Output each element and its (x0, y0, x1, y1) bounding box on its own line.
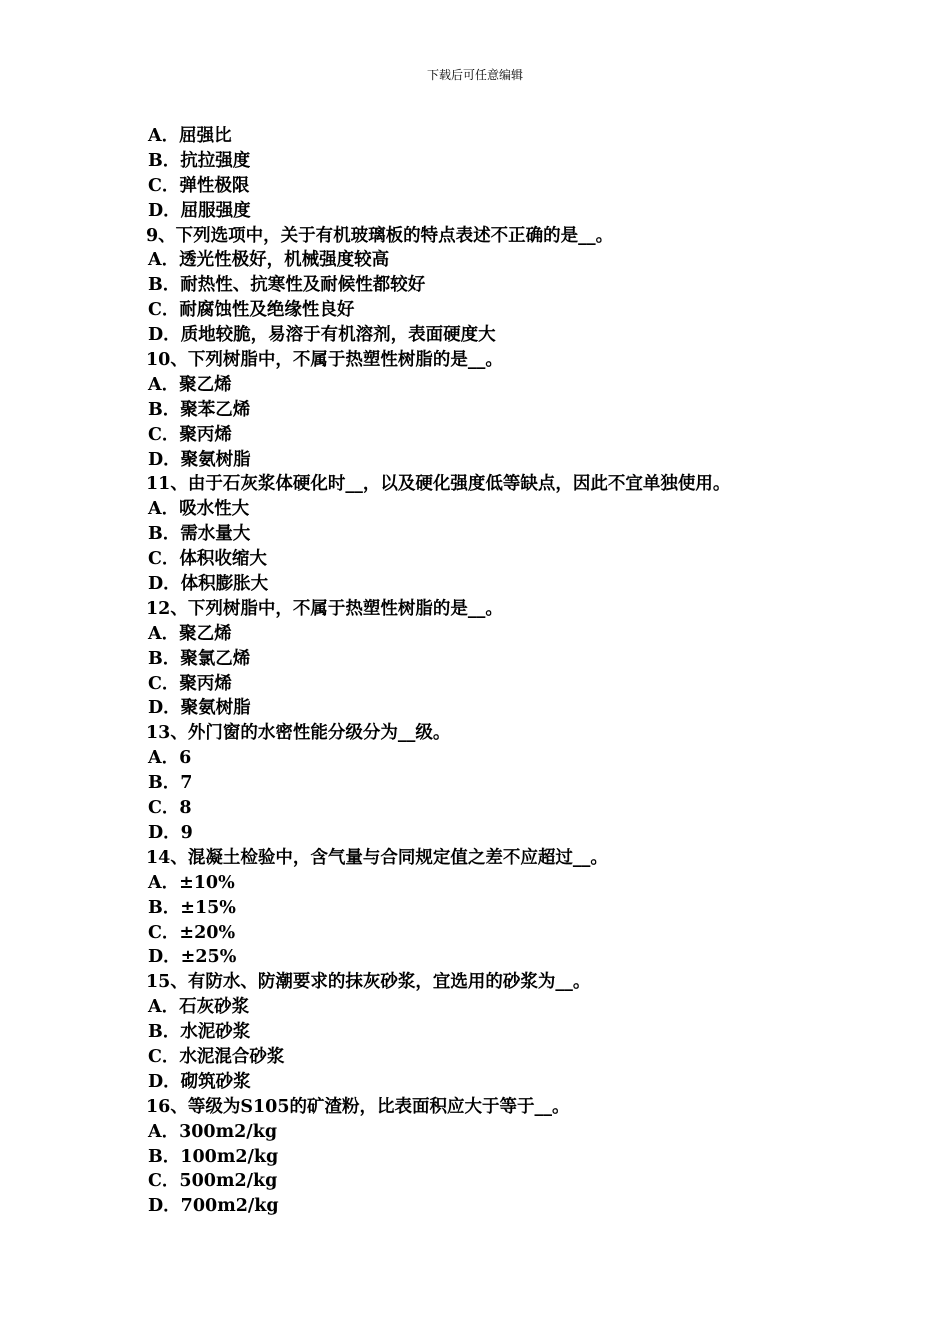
answer-option: C．±20% (148, 922, 236, 943)
answer-option: B．需水量大 (148, 524, 251, 545)
answer-option: A．300m2/kg (148, 1121, 278, 1142)
answer-option: D．700m2/kg (148, 1196, 279, 1217)
answer-option: B．7 (148, 773, 193, 794)
answer-option: C．聚丙烯 (148, 424, 232, 445)
answer-option: C．聚丙烯 (148, 673, 232, 694)
answer-option: D．9 (148, 822, 193, 843)
question-text: 16、等级为S105的矿渣粉，比表面积应大于等于__。 (146, 1096, 570, 1117)
answer-option: A．6 (148, 748, 192, 769)
answer-option: A．聚乙烯 (148, 623, 232, 644)
answer-option: B．聚苯乙烯 (148, 399, 251, 420)
answer-option: A．聚乙烯 (148, 374, 232, 395)
answer-option: C．500m2/kg (148, 1171, 278, 1192)
answer-option: B．耐热性、抗寒性及耐候性都较好 (148, 275, 426, 296)
answer-option: A．石灰砂浆 (148, 997, 250, 1018)
answer-option: B．水泥砂浆 (148, 1022, 251, 1043)
question-text: 10、下列树脂中，不属于热塑性树脂的是__。 (146, 350, 503, 371)
answer-option: D．聚氨树脂 (148, 698, 251, 719)
question-text: 15、有防水、防潮要求的抹灰砂浆，宜选用的砂浆为__。 (146, 972, 591, 993)
answer-option: A．屈强比 (148, 126, 232, 146)
question-text: 12、下列树脂中，不属于热塑性树脂的是__。 (146, 598, 503, 619)
answer-option: C．8 (148, 798, 192, 819)
answer-option: C．耐腐蚀性及绝缘性良好 (148, 300, 355, 321)
answer-option: D．屈服强度 (148, 200, 251, 221)
answer-option: D．±25% (148, 947, 237, 968)
answer-option: C．水泥混合砂浆 (148, 1046, 285, 1067)
answer-option: A．±10% (148, 872, 235, 893)
answer-option: C．体积收缩大 (148, 549, 267, 570)
question-text: 9、下列选项中，关于有机玻璃板的特点表述不正确的是__。 (146, 225, 614, 246)
answer-option: B．抗拉强度 (148, 150, 251, 171)
question-text: 13、外门窗的水密性能分级分为__级。 (146, 723, 451, 744)
answer-option: D．体积膨胀大 (148, 574, 269, 595)
answer-option: D．质地较脆，易溶于有机溶剂，表面硬度大 (148, 325, 496, 346)
answer-option: B．±15% (148, 897, 236, 918)
document-body (146, 124, 846, 1219)
answer-option: B．聚氯乙烯 (148, 648, 251, 669)
question-text: 11、由于石灰浆体硬化时__，以及硬化强度低等缺点，因此不宜单独使用。 (146, 474, 731, 495)
answer-option: C．弹性极限 (148, 175, 250, 196)
answer-option: B．100m2/kg (148, 1146, 279, 1167)
answer-option: D．聚氨树脂 (148, 449, 251, 470)
answer-option: A．透光性极好，机械强度较高 (148, 250, 390, 271)
page-header: 下载后可任意编辑 (426, 68, 523, 82)
question-text: 14、混凝土检验中，含气量与合同规定值之差不应超过__。 (146, 847, 608, 868)
answer-option: A．吸水性大 (148, 499, 250, 520)
answer-option: D．砌筑砂浆 (148, 1071, 251, 1092)
